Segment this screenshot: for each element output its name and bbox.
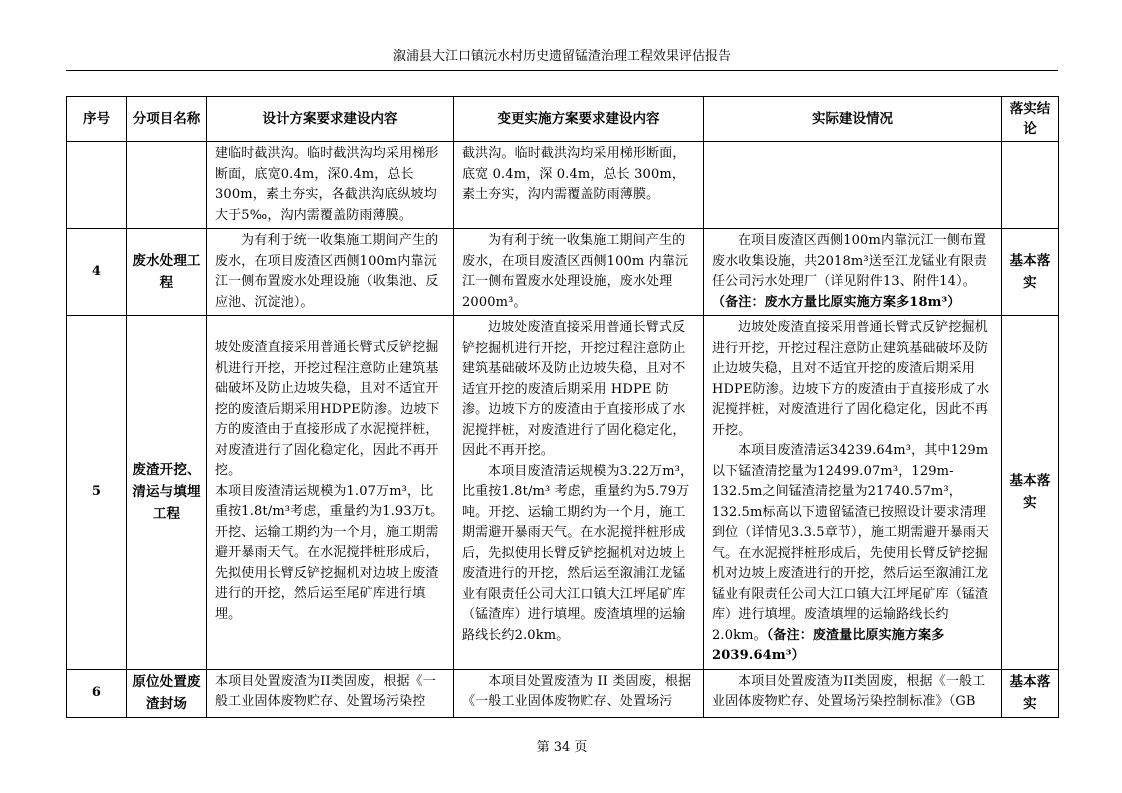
row-item-name: [127, 142, 207, 229]
col-header-actual: 实际建设情况: [704, 97, 1002, 142]
change-paragraph: 本项目处置废渣为 II 类固废，根据《一般工业固体废物贮存、处置场污: [462, 673, 692, 709]
change-paragraph: 本项目废渣清运规模为3.22万m³，比重按1.8t/m³ 考虑，重量约为5.79万吨。开挖、运输工期约为一个月，施工期需避开暴雨天气。在水泥搅拌桩形成后，先拟使用长臂反铲挖掘机对边坡上废渣进行的开挖，然后运至溆浦江龙锰业有限责任公司大江口镇大江坪尾矿库（锰渣库）进行填埋。废渣填埋的运输路线长约2.0km。: [462, 463, 694, 643]
col-header-no: 序号: [67, 97, 127, 142]
table-header-row: [67, 97, 1059, 142]
row-conclusion: [1002, 142, 1059, 229]
actual-text: 本项目废渣清运34239.64m³，其中129m以下锰渣清挖量为12499.07m³，129m-132.5m之间锰渣清挖量为21740.57m³，132.5m标高以下遗留锰渣已按照设计要求清理到位（详情见3.3.5章节），施工期需避开暴雨天气。在水泥搅拌桩形成后，先使用长臂反铲挖掘机对边坡上废渣进行的开挖，然后运至溆浦江龙锰业有限责任公司大江口镇大江坪尾矿库（锰渣库）进行填埋。废渣填埋的运输路线长约2.0km。: [712, 443, 990, 643]
table-row: [67, 142, 1059, 229]
row-design-content: [207, 229, 454, 316]
evaluation-table: [66, 96, 1059, 718]
actual-paragraph: [712, 441, 993, 667]
actual-remark: （备注：废水方量比原实施方案多18m³）: [712, 294, 961, 310]
row-item-name: 废渣开挖、清运与填埋工程: [127, 316, 207, 670]
page-number: 第 34 页: [536, 740, 588, 755]
actual-paragraph: 边坡处废渣直接采用普通长臂式反铲挖掘机进行开挖，开挖过程注意防止建筑基础破坏及防止边坡失稳，且对不适宜开挖的废渣后期采用HDPE防渗。边坡下方的废渣由于直接形成了水泥搅拌桩，对废渣进行了固化稳定化，因此不再开挖。: [712, 320, 990, 438]
change-paragraph: 为有利于统一收集施工期间产生的废水，在项目废渣区西侧100m 内靠沅江一侧布置废水处理设施，废水处理2000m³。: [462, 233, 689, 310]
col-header-change: 变更实施方案要求建设内容: [454, 97, 704, 142]
row-item-name: 原位处置废渣封场: [127, 669, 207, 717]
row-design-content: [207, 142, 454, 229]
row-conclusion: 基本落实: [1002, 316, 1059, 670]
design-paragraph: 本项目处置废渣为II类固废，根据《一般工业固体废物贮存、处置场污染控: [215, 673, 436, 709]
row-change-content: [454, 229, 704, 316]
row-actual-content: [704, 316, 1002, 670]
actual-paragraph: 本项目处置废渣为II类固废，根据《一般工业固体废物贮存、处置场污染控制标准》（GB: [712, 673, 986, 709]
col-header-design: 设计方案要求建设内容: [207, 97, 454, 142]
table-row: [67, 229, 1059, 316]
change-paragraph: 边坡处废渣直接采用普通长臂式反铲挖掘机进行开挖，开挖过程注意防止建筑基础破坏及防止边坡失稳，且对不适宜开挖的废渣后期采用 HDPE 防渗。边坡下方的废渣由于直接形成了水泥搅拌桩，对废渣进行了固化稳定化，因此不再开挖。: [462, 320, 686, 458]
row-actual-content: [704, 669, 1002, 717]
design-paragraph: 为有利于统一收集施工期间产生的废水，在项目废渣区西侧100m内靠沅江一侧布置废水处理设施（收集池、反应池、沉淀池）。: [215, 233, 439, 310]
row-number: 6: [67, 669, 127, 717]
design-paragraph: 建临时截洪沟。临时截洪沟均采用梯形断面，底宽0.4m，深0.4m，总长300m，素土夯实，各截洪沟底纵坡均大于5‰，沟内需覆盖防雨薄膜。: [215, 146, 439, 223]
col-header-conclusion: 落实结论: [1002, 97, 1059, 142]
row-change-content: [454, 669, 704, 717]
row-conclusion: 基本落实: [1002, 669, 1059, 717]
row-number: 4: [67, 229, 127, 316]
row-number: [67, 142, 127, 229]
col-header-name: 分项目名称: [127, 97, 207, 142]
design-paragraph: 本项目废渣清运规模为1.07万m³，比重按1.8t/m³考虑，重量约为1.93万t。开挖、运输工期约为一个月，施工期需避开暴雨天气。在水泥搅拌桩形成后，先拟使用长臂反铲挖掘机对边坡上废渣进行的开挖，然后运至尾矿库进行填埋。: [215, 483, 444, 622]
design-paragraph: 坡处废渣直接采用普通长臂式反铲挖掘机进行开挖，开挖过程注意防止建筑基础破坏及防止边坡失稳，且对不适宜开挖的废渣后期采用HDPE防渗。边坡下方的废渣由于直接形成了水泥搅拌桩，对废渣进行了固化稳定化，因此不再开挖。: [215, 340, 440, 478]
actual-paragraph: [712, 231, 993, 313]
row-conclusion: 基本落实: [1002, 229, 1059, 316]
row-design-content: [207, 316, 454, 670]
actual-remark: （备注：废渣量比原实施方案多2039.64m³）: [712, 627, 945, 663]
row-actual-content: [704, 229, 1002, 316]
row-design-content: [207, 669, 454, 717]
row-actual-content: [704, 142, 1002, 229]
row-change-content: [454, 316, 704, 670]
change-paragraph: 截洪沟。临时截洪沟均采用梯形断面，底宽 0.4m，深 0.4m，总长 300m，素土夯实，沟内需覆盖防雨薄膜。: [462, 146, 686, 202]
row-change-content: [454, 142, 704, 229]
row-number: 5: [67, 316, 127, 670]
report-header: 溆浦县大江口镇沅水村历史遗留锰渣治理工程效果评估报告: [392, 49, 731, 64]
row-item-name: 废水处理工程: [127, 229, 207, 316]
actual-text: 在项目废渣区西侧100m内靠沅江一侧布置废水收集设施，共2018m³送至江龙锰业有限责任公司污水处理厂（详见附件13、附件14）。: [712, 233, 988, 289]
header-rule: [66, 70, 1058, 71]
table-row: [67, 316, 1059, 670]
table-row: [67, 669, 1059, 717]
